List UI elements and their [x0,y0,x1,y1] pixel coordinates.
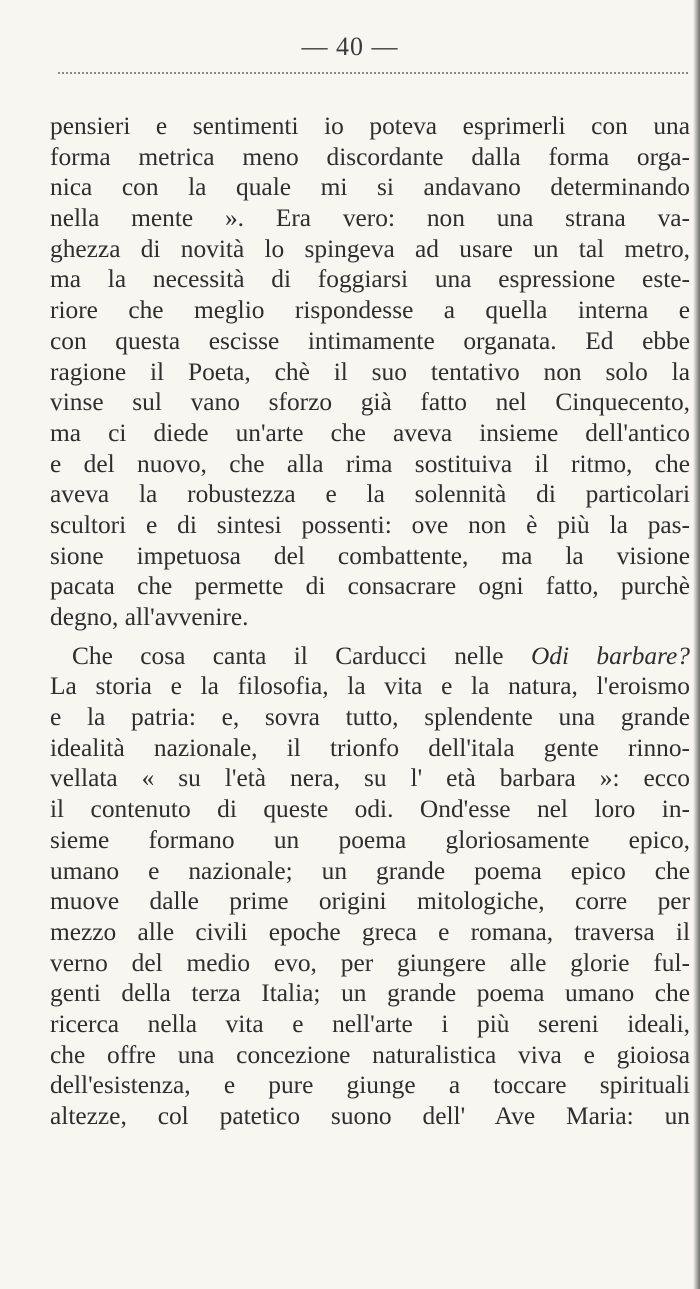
text-line-regular: Che cosa canta il Carducci nelle [72,641,531,670]
text-line: con questa escisse intimamente organata. Ed ebbe [50,326,690,355]
text-line: nica con la quale mi si andavano determinando [50,173,690,202]
text-line: muove dalle prime origini mitologiche, corre per [50,887,690,916]
text-line: nella mente ». Era vero: non una strana va- [50,204,690,233]
header-dotted-rule [58,72,688,74]
text-line: degno, all'avvenire. [50,603,249,631]
text-line: sione impetuosa del combattente, ma la visione [50,541,690,570]
text-line: vinse sul vano sforzo già fatto nel Cinquecento, [50,388,690,417]
text-line: dell'esistenza, e pure giunge a toccare spirituali [50,1071,690,1100]
text-line: ma la necessità di foggiarsi una espressione este- [50,265,690,294]
text-line: che offre una concezione naturalistica viva e gioiosa [50,1040,690,1069]
text-line: genti della terza Italia; un grande poema umano che [50,979,690,1008]
text-line: umano e nazionale; un grande poema epico che [50,856,690,885]
paragraph-gap [50,633,690,641]
paragraph-2 [50,641,690,1132]
text-line [50,641,690,672]
text-line: aveva la robustezza e la solennità di particolari [50,480,690,509]
page-edge-shadow [693,0,700,1289]
text-line: altezze, col patetico suono dell' Ave Maria: un [50,1102,690,1130]
page-header [0,32,700,62]
text-line: il contenuto di queste odi. Ond'esse nel loro in- [50,795,690,824]
text-line: ma ci diede un'arte che aveva insieme dell'antico [50,418,690,447]
text-line: verno del medio evo, per giungere alle glorie ful- [50,948,690,977]
text-line: ghezza di novità lo spingeva ad usare un tal metro, [50,234,690,263]
body-text [50,111,690,1132]
text-line: e la patria: e, sovra tutto, splendente una grande [50,703,690,732]
text-line: ragione il Poeta, chè il suo tentativo non solo la [50,357,690,386]
text-line-italic-title: Odi barbare? [530,641,691,670]
text-line: sieme formano un poema gloriosamente epico, [50,825,690,854]
text-line: ricerca nella vita e nell'arte i più sereni ideali, [50,1009,690,1038]
text-line: scultori e di sintesi possenti: ove non è più la pas- [50,510,690,539]
text-line: riore che meglio rispondesse a quella interna e [50,296,690,325]
text-line: mezzo alle civili epoche greca e romana, traversa il [50,917,690,946]
text-line: e del nuovo, che alla rima sostituiva il ritmo, che [50,449,690,478]
text-line: idealità nazionale, il trionfo dell'itala gente rinno- [50,733,690,762]
text-line: La storia e la filosofia, la vita e la natura, l'eroismo [50,672,690,701]
text-line: vellata « su l'età nera, su l' età barbara »: ecco [50,764,690,793]
text-line: pensieri e sentimenti io poteva esprimerli con una [50,112,690,140]
text-line: forma metrica meno discordante dalla forma orga- [50,142,690,171]
text-line: pacata che permette di consacrare ogni fatto, purchè [50,572,690,601]
paragraph-1 [50,111,690,633]
page-number: — 40 — [301,32,399,61]
